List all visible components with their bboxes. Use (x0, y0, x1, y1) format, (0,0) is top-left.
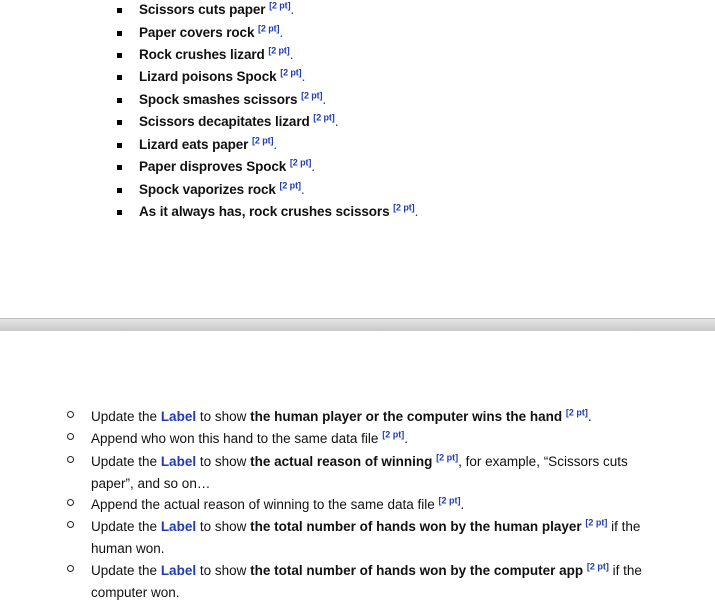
rule-text: Rock crushes lizard (139, 47, 265, 62)
points-tag: [2 pt] (393, 202, 415, 213)
label-keyword: Label (160, 454, 197, 469)
circle-bullet-icon (67, 499, 74, 506)
label-keyword: Label (160, 563, 197, 578)
circle-bullet-icon (67, 521, 74, 528)
points-tag: [2 pt] (269, 0, 291, 11)
rule-text: Scissors cuts paper (139, 2, 266, 17)
square-bullet-icon (117, 8, 122, 13)
square-bullet-icon (117, 188, 122, 193)
label-keyword: Label (160, 519, 197, 534)
square-bullet-icon (117, 31, 122, 36)
points-tag: [2 pt] (586, 561, 609, 572)
points-tag: [2 pt] (301, 90, 323, 101)
rule-text: Scissors decapitates lizard (139, 114, 310, 129)
page-break-divider (0, 318, 715, 332)
rule-text: Spock vaporizes rock (139, 182, 276, 197)
square-bullet-icon (117, 210, 122, 215)
square-bullet-icon (117, 143, 122, 148)
points-tag: [2 pt] (313, 112, 335, 123)
task-emphasis: the total number of hands won by the computer app (250, 563, 584, 578)
circle-bullet-icon (67, 565, 74, 572)
rule-text: Paper disproves Spock (139, 159, 287, 174)
task-emphasis: the total number of hands won by the human player (250, 519, 582, 534)
square-bullet-icon (117, 120, 122, 125)
square-bullet-icon (117, 75, 122, 80)
points-tag: [2 pt] (382, 429, 405, 440)
rule-text: Lizard poisons Spock (139, 69, 277, 84)
square-bullet-icon (117, 53, 122, 58)
square-bullet-icon (117, 165, 122, 170)
circle-bullet-icon (67, 411, 74, 418)
points-tag: [2 pt] (258, 23, 280, 34)
circle-bullet-icon (67, 456, 74, 463)
rule-text: As it always has, rock crushes scissors (139, 204, 390, 219)
points-tag: [2 pt] (585, 517, 608, 528)
rule-text: Spock smashes scissors (139, 92, 298, 107)
document-page-top: Scissors cuts paper [2 pt]. Paper covers rock [2 pt]. Rock crushes lizard [2 pt]. Lizard poisons Spock [2 pt]. Spock smashes scissors [2 pt]. Scissors decapitates lizard [2 pt]. Lizard eats paper [2 pt]. Paper disproves Spock [2 pt]. Spock vaporizes rock [2 pt]. As it always has, rock crushes scissors [2 pt]. (0, 0, 715, 318)
rule-text: Paper covers rock (139, 25, 255, 40)
points-tag: [2 pt] (252, 135, 274, 146)
points-tag: [2 pt] (268, 45, 290, 56)
points-tag: [2 pt] (289, 157, 312, 168)
label-keyword: Label (160, 409, 197, 424)
points-tag: [2 pt] (565, 407, 588, 418)
square-bullet-icon (117, 98, 122, 103)
task-emphasis: the actual reason of winning (250, 454, 433, 469)
points-tag: [2 pt] (279, 180, 301, 191)
points-tag: [2 pt] (280, 67, 302, 78)
rule-text: Lizard eats paper (139, 137, 249, 152)
points-tag: [2 pt] (438, 495, 461, 506)
points-tag: [2 pt] (436, 452, 459, 463)
document-page-bottom: Update the Label to show the human player or the computer wins the hand [2 pt]. Append who won this hand to the same data file [2 pt]. Update the Label to show the actual reason of winning [2 pt], for example, “Scissors cuts paper”, and so on… Append the actual reason of winning to the same data file [2 pt]. Update the Label to show the total number of hands won by the human player [2 pt] if the human won. Update the Label to show the total number of hands won by the computer app [2 pt] if the computer won. (0, 331, 715, 602)
circle-bullet-icon (67, 433, 74, 440)
task-emphasis: the human player or the computer wins the hand (250, 409, 563, 424)
